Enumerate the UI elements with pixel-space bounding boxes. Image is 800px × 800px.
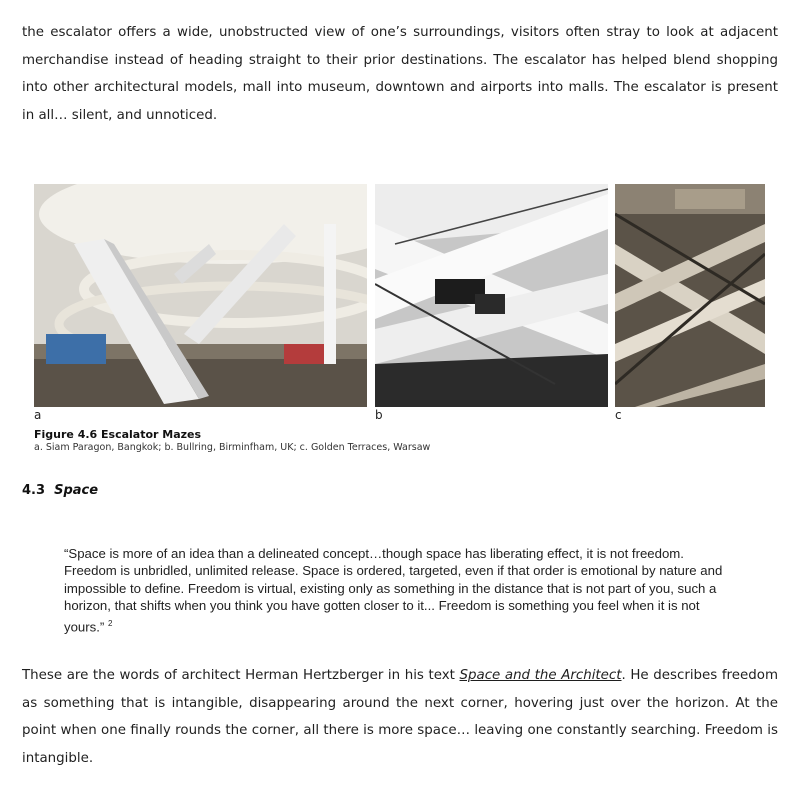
section-number: 4.3: [22, 483, 46, 498]
figure-caption-title: Figure 4.6 Escalator Mazes: [34, 428, 202, 441]
closing-text-end: . He describes freedom as something that is intangible, disappearing around the next corner, hovering just over the horizon. At the point when one finally rounds the corner, all there is more space… leaving one constantly searching. Freedom is intangible.: [22, 668, 778, 766]
atrium-escalators-photo: [34, 184, 367, 407]
section-title: Space: [54, 483, 99, 498]
intro-paragraph: the escalator offers a wide, unobstructed view of one’s surroundings, visitors often stray to look at adjacent merchandise instead of heading straight to their prior destinations. The escalator has helped blend shopping into other architectural models, mall into museum, downtown and airports into malls. The escalator is present in all… silent, and unnoticed.: [22, 25, 778, 123]
closing-paragraph: [22, 662, 778, 772]
sepia-escalator-maze-photo: [615, 184, 765, 407]
block-quote: [64, 545, 732, 635]
figure-letter-c: c: [615, 408, 622, 422]
figure-letter-a: a: [34, 408, 42, 422]
section-heading: [22, 483, 98, 498]
quote-text: “Space is more of an idea than a delineated concept…though space has liberating effect, it is not freedom. Freedom is unbridled, unlimited release. Space is ordered, targeted, even if that order is emotional by nature and impossible to define. Freedom is virtual, existing only as something in the distance that is not part of you, such a horizon, that shifts when you think you have gotten closer to it... Freedom is something you feel when it is not yours.”: [64, 546, 723, 635]
footnote-marker[interactable]: 2: [107, 618, 113, 628]
white-escalator-tubes-photo: [375, 184, 608, 407]
closing-text-start: These are the words of architect Herman Hertzberger in his text: [22, 668, 460, 683]
figure-letter-b: b: [375, 408, 383, 422]
book-title: Space and the Architect: [459, 668, 622, 683]
figure-caption-sources: a. Siam Paragon, Bangkok; b. Bullring, Birminfham, UK; c. Golden Terraces, Warsaw: [34, 442, 431, 453]
